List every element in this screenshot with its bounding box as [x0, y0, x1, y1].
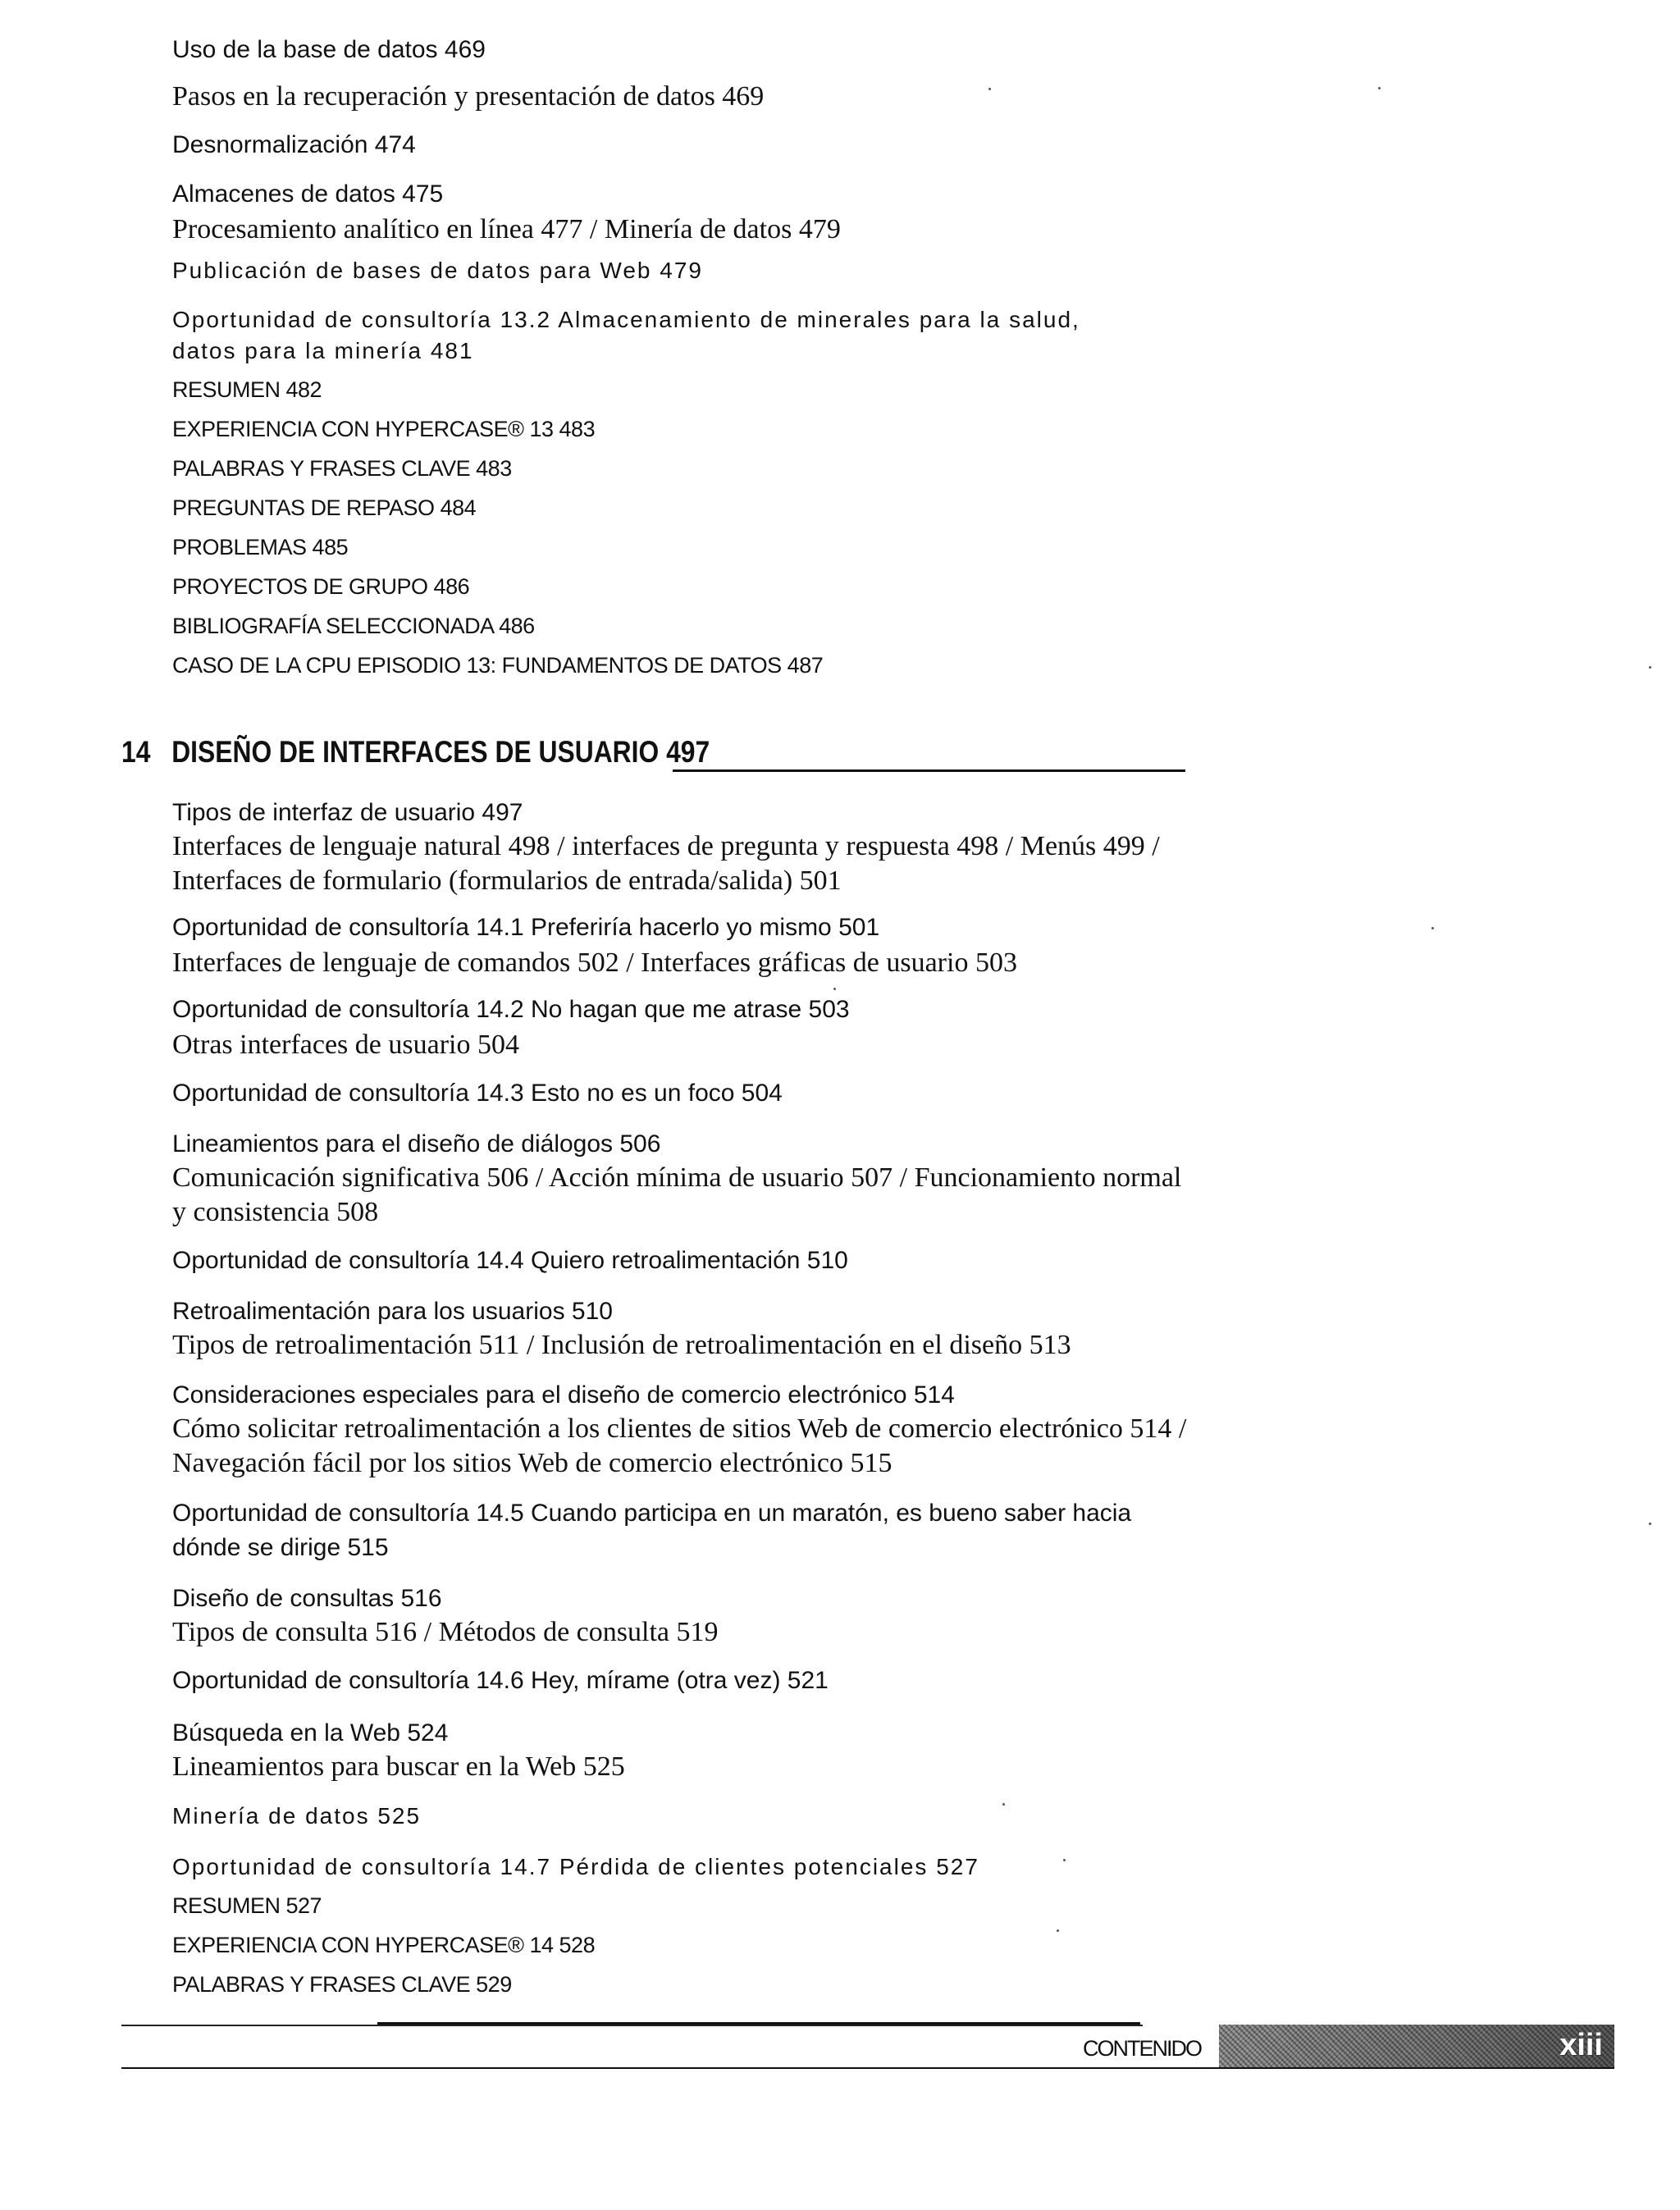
toc-backmatter-entry: PREGUNTAS DE REPASO 484 [172, 495, 477, 520]
scan-speck [1649, 1523, 1651, 1525]
toc-section-entry: Lineamientos para el diseño de diálogos 506 [172, 1130, 661, 1158]
scan-speck [1431, 927, 1434, 929]
footer-halftone-band [1219, 2025, 1614, 2067]
toc-subsection-entry: Otras interfaces de usuario 504 [172, 1030, 519, 1060]
toc-section-entry: Uso de la base de datos 469 [172, 36, 486, 63]
toc-backmatter-entry: EXPERIENCIA CON HYPERCASE® 13 483 [172, 417, 596, 441]
footer-rule-lower [121, 2067, 1614, 2069]
toc-backmatter-entry: RESUMEN 482 [172, 377, 322, 402]
toc-section-entry: Desnormalización 474 [172, 131, 416, 158]
toc-backmatter-entry: PALABRAS Y FRASES CLAVE 529 [172, 1972, 512, 1997]
toc-consulting-entry-continued: dónde se dirige 515 [172, 1534, 389, 1561]
toc-subsection-entry: Interfaces de lenguaje de comandos 502 / Interfaces gráficas de usuario 503 [172, 947, 1017, 978]
scan-speck [1649, 666, 1651, 669]
footer-rule-upper-thick [377, 2022, 1140, 2025]
toc-section-entry: Consideraciones especiales para el diseño de comercio electrónico 514 [172, 1381, 955, 1409]
toc-backmatter-entry: CASO DE LA CPU EPISODIO 13: FUNDAMENTOS DE DATOS 487 [172, 653, 824, 678]
toc-backmatter-entry: PALABRAS Y FRASES CLAVE 483 [172, 456, 512, 481]
toc-consulting-entry: Oportunidad de consultoría 14.7 Pérdida de clientes potenciales 527 [172, 1854, 979, 1879]
toc-subsection-entry: Tipos de retroalimentación 511 / Inclusión de retroalimentación en el diseño 513 [172, 1330, 1071, 1360]
toc-subsection-entry: Interfaces de lenguaje natural 498 / interfaces de pregunta y respuesta 498 / Menús 499 / [172, 831, 1160, 861]
page-number: xiii [1559, 2028, 1603, 2062]
toc-consulting-entry: Oportunidad de consultoría 14.4 Quiero retroalimentación 510 [172, 1247, 848, 1274]
toc-subsection-entry: Lineamientos para buscar en la Web 525 [172, 1751, 625, 1782]
toc-consulting-entry: Oportunidad de consultoría 14.3 Esto no es un foco 504 [172, 1080, 783, 1107]
footer-section-label: CONTENIDO [1083, 2036, 1201, 2061]
chapter-title: DISEÑO DE INTERFACES DE USUARIO 497 [171, 735, 710, 769]
scan-speck [1002, 1803, 1005, 1806]
scan-speck [1057, 1929, 1059, 1932]
toc-section-entry: Almacenes de datos 475 [172, 180, 444, 208]
toc-subsection-entry: Procesamiento analítico en línea 477 / Minería de datos 479 [172, 214, 841, 244]
scan-speck [988, 88, 991, 90]
scan-speck [1378, 87, 1381, 89]
chapter-number: 14 [121, 735, 151, 769]
toc-consulting-entry: Oportunidad de consultoría 14.6 Hey, mírame (otra vez) 521 [172, 1667, 829, 1694]
toc-subsection-entry: Tipos de consulta 516 / Métodos de consulta 519 [172, 1617, 719, 1647]
toc-section-entry: Tipos de interfaz de usuario 497 [172, 799, 523, 826]
toc-consulting-entry-continued: datos para la minería 481 [172, 338, 474, 363]
scan-speck [833, 988, 836, 990]
scan-speck [1063, 1859, 1066, 1861]
toc-subsection-entry-continued: Interfaces de formulario (formularios de entrada/salida) 501 [172, 865, 842, 896]
toc-subsection-entry: Pasos en la recuperación y presentación de datos 469 [172, 81, 765, 112]
toc-consulting-entry: Oportunidad de consultoría 14.5 Cuando participa en un maratón, es bueno saber hacia [172, 1500, 1132, 1527]
toc-subsection-entry: Cómo solicitar retroalimentación a los clientes de sitios Web de comercio electrónico 514 / [172, 1413, 1187, 1444]
toc-backmatter-entry: RESUMEN 527 [172, 1893, 322, 1918]
toc-section-entry: Diseño de consultas 516 [172, 1585, 442, 1612]
toc-section-entry: Retroalimentación para los usuarios 510 [172, 1298, 613, 1325]
toc-subsection-entry-continued: Navegación fácil por los sitios Web de comercio electrónico 515 [172, 1448, 892, 1478]
toc-backmatter-entry: BIBLIOGRAFÍA SELECCIONADA 486 [172, 614, 535, 638]
chapter-heading [121, 735, 710, 769]
toc-subsection-entry: Comunicación significativa 506 / Acción mínima de usuario 507 / Funcionamiento normal [172, 1162, 1182, 1193]
toc-subsection-entry-continued: y consistencia 508 [172, 1197, 379, 1227]
toc-backmatter-entry: EXPERIENCIA CON HYPERCASE® 14 528 [172, 1933, 596, 1957]
toc-section-entry: Publicación de bases de datos para Web 479 [172, 258, 703, 283]
toc-consulting-entry: Oportunidad de consultoría 13.2 Almacenamiento de minerales para la salud, [172, 307, 1080, 332]
footer-rule-upper [121, 2025, 1143, 2026]
toc-backmatter-entry: PROBLEMAS 485 [172, 535, 349, 559]
toc-backmatter-entry: PROYECTOS DE GRUPO 486 [172, 574, 470, 599]
toc-consulting-entry: Oportunidad de consultoría 14.2 No hagan que me atrase 503 [172, 996, 850, 1023]
chapter-heading-rule [673, 769, 1185, 772]
toc-consulting-entry: Oportunidad de consultoría 14.1 Preferiría hacerlo yo mismo 501 [172, 914, 880, 941]
toc-section-entry: Minería de datos 525 [172, 1803, 422, 1829]
toc-section-entry: Búsqueda en la Web 524 [172, 1719, 449, 1747]
